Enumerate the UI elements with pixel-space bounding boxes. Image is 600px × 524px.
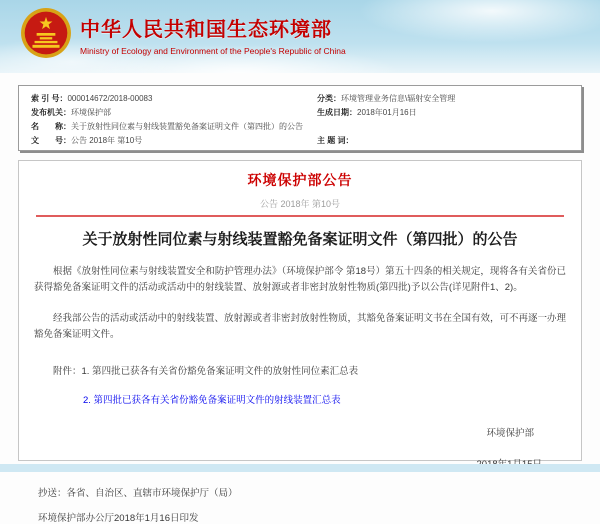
meta-column-left (31, 92, 317, 150)
meta-label: 发布机关： (31, 108, 71, 117)
attachment-1-text: 1. 第四批已获各有关省份豁免备案证明文件的放射性同位素汇总表 (81, 366, 359, 377)
site-title-cn: 中华人民共和国生态环境部 (80, 19, 332, 41)
notice-paragraph: 根据《放射性同位素与射线装置安全和防护管理办法》（环境保护部令 第18号）第五十四条的相关规定，现将各有关省份已获得豁免备案证明文件的活动或活动中的射线装置、放射源或者非密封放射性物质(第四批)予以公告(详见附件1、2)。 (34, 266, 566, 293)
meta-value: 2018年01月16日 (357, 108, 417, 117)
meta-row-date-created (317, 106, 581, 120)
meta-row-spacer (317, 120, 581, 134)
national-emblem-icon (20, 7, 72, 59)
document-meta-box (18, 85, 582, 151)
meta-value: 公告 2018年 第10号 (71, 136, 143, 145)
meta-row-category (317, 92, 581, 106)
page-footer-strip (0, 464, 600, 472)
meta-label: 生成日期： (317, 108, 357, 117)
red-divider (36, 215, 564, 217)
meta-label: 索 引 号： (31, 94, 68, 103)
cc-line: 抄送：各省、自治区、直辖市环境保护厅（局） (38, 488, 238, 499)
meta-row-doc-number (31, 134, 317, 148)
notice-agency-title: 环境保护部公告 (247, 172, 353, 188)
meta-row-index-number (31, 92, 317, 106)
meta-label: 分类： (317, 94, 341, 103)
notice-paragraph: 经我部公告的活动或活动中的射线装置、放射源或者非密封放射性物质，其豁免备案证明文书在全国有效，可不再逐一办理豁免备案证明文件。 (34, 313, 567, 340)
attachment-line-1 (53, 363, 566, 377)
meta-value: 000014672/2018-00083 (67, 94, 153, 103)
meta-label: 主 题 词： (317, 136, 354, 145)
site-title-block (80, 13, 346, 56)
meta-column-right (317, 92, 581, 150)
issue-line: 环境保护部办公厅2018年1月16日印发 (38, 513, 199, 524)
meta-value: 环境管理业务信息\辐射安全管理 (341, 94, 456, 103)
meta-row-issuing-agency (31, 106, 317, 120)
site-title-en: Ministry of Ecology and Environment of the People's Republic of China (80, 46, 346, 56)
attachment-2-link[interactable]: 2. 第四批已获各有关省份豁免备案证明文件的射线装置汇总表 (83, 395, 341, 406)
notice-signature: 环境保护部 (486, 428, 534, 439)
meta-label: 文 号： (31, 136, 71, 145)
meta-value: 环境保护部 (71, 108, 111, 117)
notice-title: 关于放射性同位素与射线装置豁免备案证明文件（第四批）的公告 (82, 231, 518, 248)
attachment-line-2 (83, 392, 566, 406)
notice-body-box (18, 160, 582, 524)
notice-doc-number: 公告 2018年 第10号 (259, 199, 341, 209)
meta-row-keywords (317, 134, 581, 148)
meta-row-title (31, 120, 317, 134)
meta-value: 关于放射性同位素与射线装置豁免备案证明文件（第四批）的公告 (71, 122, 303, 131)
meta-label: 名 称： (31, 122, 71, 131)
attachments-label: 附件： (53, 366, 82, 377)
site-header (0, 0, 600, 73)
